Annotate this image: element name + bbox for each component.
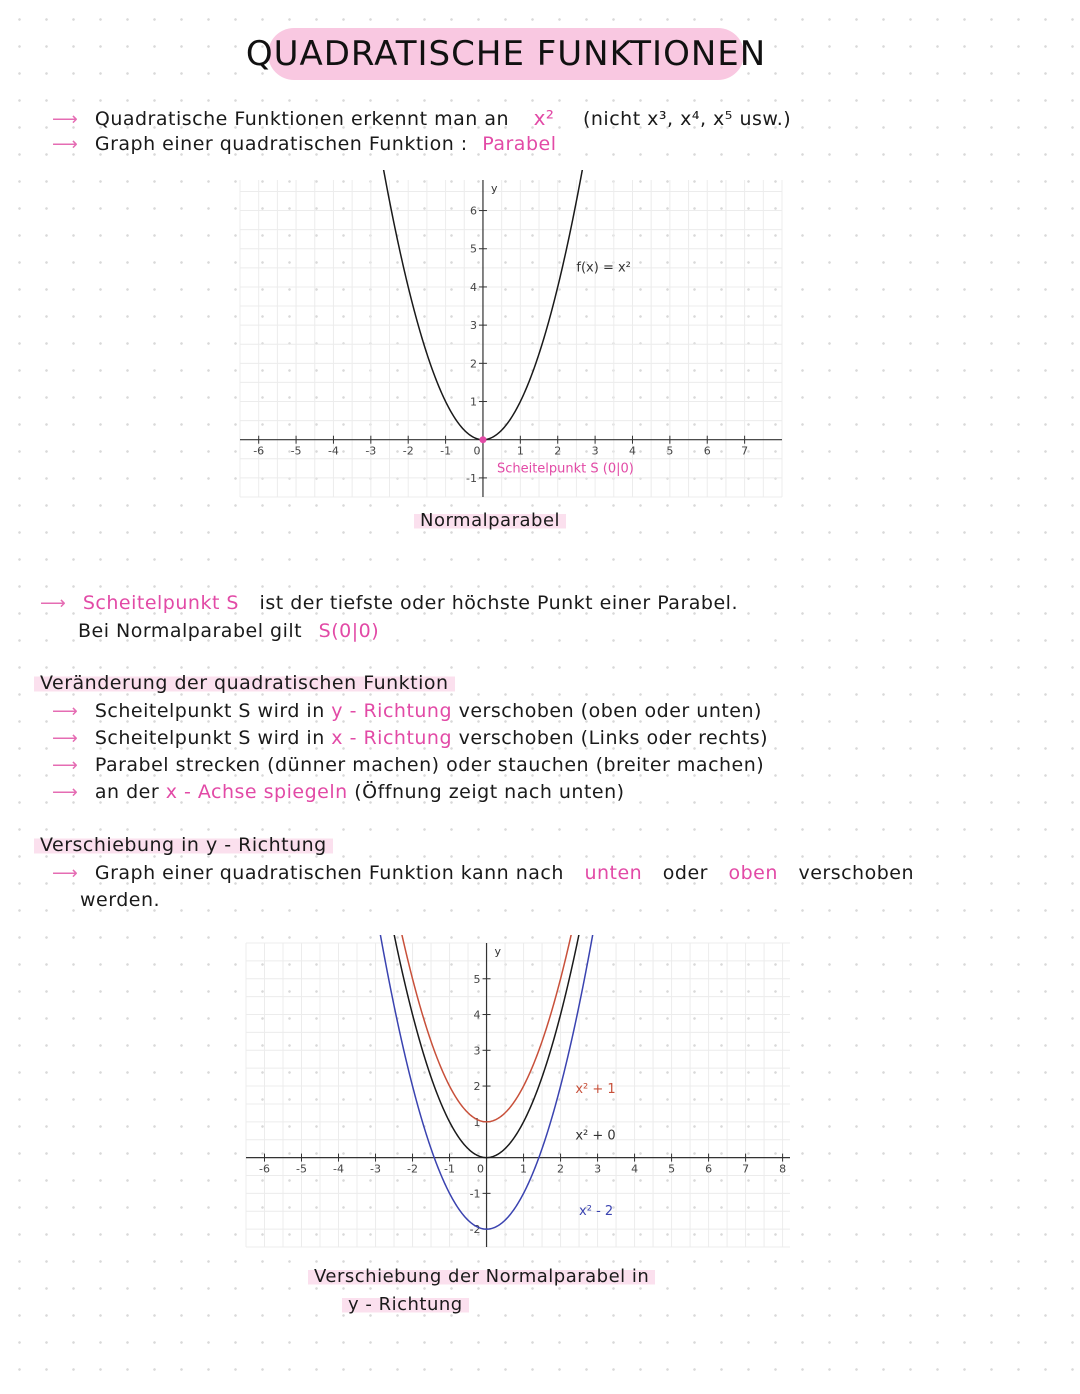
y-tick-label: -1 <box>465 471 477 485</box>
x-tick-label: -5 <box>290 444 302 458</box>
verschiebung-text-a: Graph einer quadratischen Funktion kann nach <box>94 862 564 884</box>
veraenderung-item-2 <box>52 727 768 749</box>
page-title: QUADRATISCHE FUNKTIONEN <box>268 28 744 80</box>
chart1-caption <box>414 510 566 531</box>
veraenderung-item-2-pink: x - Richtung <box>331 727 453 749</box>
y-tick-label: -2 <box>469 1223 481 1237</box>
x-tick-label: -3 <box>365 444 377 458</box>
y-tick-label: 5 <box>473 972 481 986</box>
intro-line-2 <box>52 133 556 155</box>
arrow-right-icon: ⟶ <box>52 728 79 749</box>
chart2-caption-1 <box>308 1266 655 1287</box>
veraenderung-item-1-pink: y - Richtung <box>331 700 453 722</box>
verschiebung-line-2 <box>80 889 160 911</box>
x-tick-label: 0 <box>473 444 481 458</box>
veraenderung-heading <box>34 672 455 694</box>
x-tick-label: 1 <box>520 1162 528 1176</box>
scheitel-s00: S(0|0) <box>318 620 380 642</box>
x-tick-label: -3 <box>370 1162 382 1176</box>
intro-line-1 <box>52 106 791 130</box>
x-tick-label: 4 <box>631 1162 639 1176</box>
intro-parabel: Parabel <box>482 133 557 155</box>
x-tick-label: 0 <box>477 1162 485 1176</box>
arrow-right-icon: ⟶ <box>52 863 79 884</box>
scheitelpunkt-marker <box>479 436 486 443</box>
y-tick-label: 5 <box>469 242 477 256</box>
chart2-caption-2-text: y - Richtung <box>342 1294 469 1315</box>
scheitel-line-2 <box>78 620 379 642</box>
y-axis-label: y <box>490 182 498 195</box>
intro-note: (nicht x³, x⁴, x⁵ usw.) <box>582 108 792 130</box>
verschiebung-text-d: werden. <box>80 889 161 911</box>
series-label-3: x² - 2 <box>579 1203 614 1219</box>
y-tick-label: -1 <box>469 1187 481 1201</box>
veraenderung-heading-text: Veränderung der quadratischen Funktion <box>34 672 455 694</box>
chart2-caption-2 <box>342 1294 469 1315</box>
x-tick-label: 8 <box>779 1162 787 1176</box>
scheitelpunkt-label: Scheitelpunkt S (0|0) <box>496 461 634 477</box>
verschiebung-oben: oben <box>728 862 778 884</box>
scheitel-line-1 <box>40 592 738 614</box>
x-tick-label: 2 <box>557 1162 565 1176</box>
arrow-right-icon: ⟶ <box>40 593 67 614</box>
x-tick-label: 7 <box>742 1162 750 1176</box>
x-tick-label: -2 <box>407 1162 419 1176</box>
x-tick-label: -1 <box>444 1162 456 1176</box>
intro-line-2-text: Graph einer quadratischen Funktion : <box>94 133 468 155</box>
y-axis-label: y <box>494 945 502 958</box>
scheitel-text: ist der tiefste oder höchste Punkt einer Parabel. <box>259 592 738 614</box>
verschiebung-text-c: verschoben <box>798 862 915 884</box>
series-label-1: f(x) = x² <box>576 260 631 276</box>
chart-verschiebung <box>238 935 798 1255</box>
arrow-right-icon: ⟶ <box>52 109 79 130</box>
chart-normalparabel <box>230 170 790 505</box>
y-tick-label: 3 <box>469 319 477 333</box>
x-tick-label: -4 <box>333 1162 345 1176</box>
series-label-1: x² + 1 <box>575 1082 616 1098</box>
y-tick-label: 3 <box>473 1044 481 1058</box>
arrow-right-icon: ⟶ <box>52 755 79 776</box>
verschiebung-line-1 <box>52 862 914 884</box>
arrow-right-icon: ⟶ <box>52 782 79 803</box>
x-tick-label: -6 <box>253 444 265 458</box>
x-tick-label: -5 <box>296 1162 307 1176</box>
intro-line-1-text: Quadratische Funktionen erkennt man an <box>94 108 510 130</box>
x-tick-label: 1 <box>516 444 524 458</box>
x-tick-label: 7 <box>741 444 749 458</box>
x-tick-label: 5 <box>666 444 674 458</box>
verschiebung-text-b: oder <box>662 862 708 884</box>
veraenderung-item-1-a: Scheitelpunkt S wird in <box>94 700 325 722</box>
series-label-2: x² + 0 <box>575 1128 616 1144</box>
arrow-right-icon: ⟶ <box>52 134 79 155</box>
y-tick-label: 4 <box>473 1008 481 1022</box>
x-tick-label: -6 <box>259 1162 270 1176</box>
y-tick-label: 1 <box>473 1115 481 1129</box>
y-tick-label: 2 <box>473 1080 481 1094</box>
verschiebung-heading-text: Verschiebung in y - Richtung <box>34 834 333 856</box>
veraenderung-item-3-a: Parabel strecken (dünner machen) oder stauchen (breiter machen) <box>94 754 765 776</box>
scheitel-term: Scheitelpunkt S <box>82 592 239 614</box>
intro-x2: x² <box>533 106 555 130</box>
x-tick-label: 5 <box>668 1162 676 1176</box>
y-tick-label: 1 <box>469 395 477 409</box>
y-tick-label: 4 <box>469 280 477 294</box>
y-tick-label: 6 <box>469 204 477 218</box>
veraenderung-item-4-b: (Öffnung zeigt nach unten) <box>354 781 625 803</box>
veraenderung-item-4-a: an der <box>94 781 160 803</box>
verschiebung-unten: unten <box>584 862 643 884</box>
veraenderung-item-4 <box>52 781 625 803</box>
veraenderung-item-3 <box>52 754 764 776</box>
x-tick-label: 2 <box>554 444 562 458</box>
x-tick-label: 4 <box>628 444 636 458</box>
x-tick-label: 6 <box>703 444 711 458</box>
y-tick-label: 2 <box>469 357 477 371</box>
x-tick-label: -1 <box>440 444 452 458</box>
x-tick-label: 3 <box>591 444 599 458</box>
veraenderung-item-2-a: Scheitelpunkt S wird in <box>94 727 325 749</box>
veraenderung-item-2-b: verschoben (Links oder rechts) <box>458 727 769 749</box>
scheitel-line-2-text: Bei Normalparabel gilt <box>78 620 303 642</box>
x-tick-label: -4 <box>327 444 339 458</box>
chart1-caption-text: Normalparabel <box>414 510 566 531</box>
veraenderung-item-1-b: verschoben (oben oder unten) <box>458 700 762 722</box>
veraenderung-item-4-pink: x - Achse spiegeln <box>165 781 348 803</box>
chart2-caption-1-text: Verschiebung der Normalparabel in <box>308 1266 655 1287</box>
arrow-right-icon: ⟶ <box>52 701 79 722</box>
x-tick-label: -2 <box>402 444 414 458</box>
x-tick-label: 6 <box>705 1162 713 1176</box>
veraenderung-item-1 <box>52 700 762 722</box>
verschiebung-heading <box>34 834 333 856</box>
x-tick-label: 3 <box>594 1162 602 1176</box>
